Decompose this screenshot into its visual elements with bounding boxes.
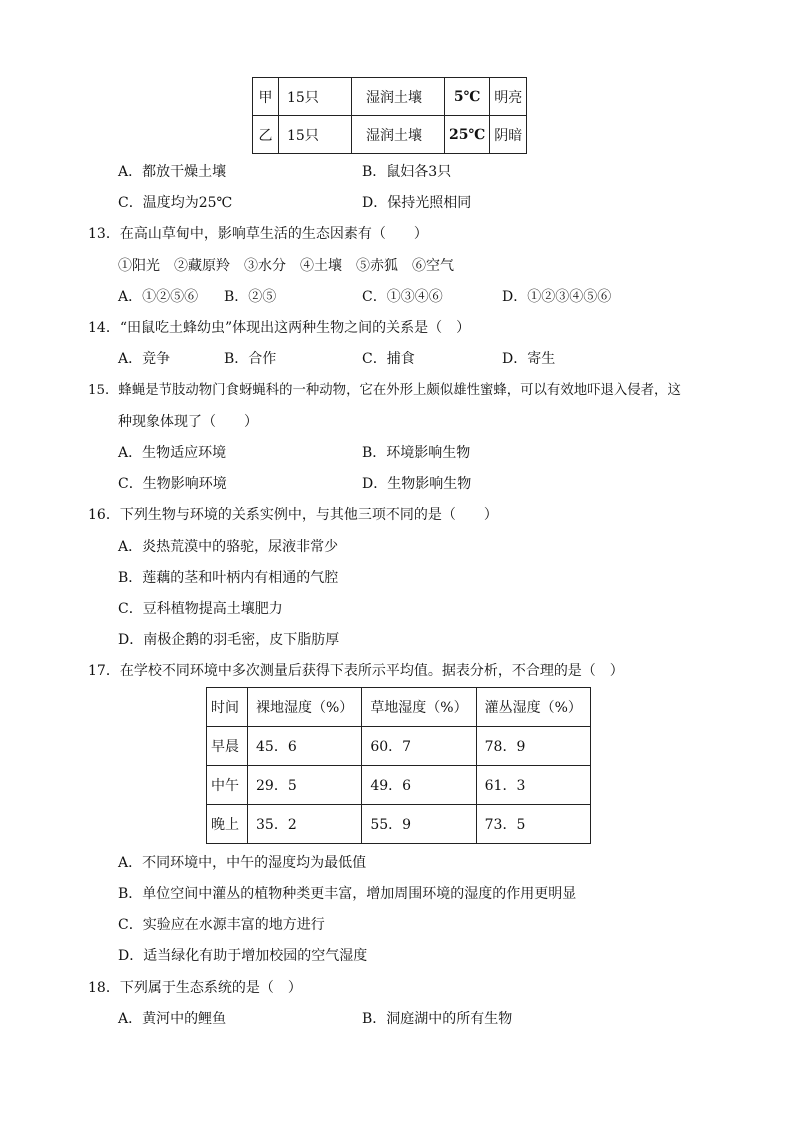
table-header-cell: 裸地湿度（%） [248,688,362,727]
q13-option-c: C．①③④⑥ [362,289,443,305]
q18-option-a: A．黄河中的鲤鱼 [118,1011,227,1027]
table-header-row [207,688,591,727]
table-row [253,116,527,154]
table-row [207,805,591,844]
q15-stem-line1: 15．蜂蝇是节肢动物门食蚜蝇科的一种动物，它在外形上颇似雄性蜜蜂，可以有效地吓退入侵者，这 [88,383,681,398]
q16-option-d: D．南极企鹅的羽毛密，皮下脂肪厚 [118,632,340,648]
table-cell: 湿润土壤 [352,116,445,154]
table-cell: 晚上 [207,805,248,844]
table-cell: 湿润土壤 [352,78,445,116]
q12-option-b: B．鼠妇各3只 [362,164,452,180]
q13-items: ①阳光 ②藏原羚 ③水分 ④土壤 ⑤赤狐 ⑥空气 [118,258,454,274]
q14-option-a: A．竞争 [118,351,171,367]
q17-option-a: A．不同环境中，中午的湿度均为最低值 [118,855,367,871]
q15-option-a: A．生物适应环境 [118,445,227,461]
q13-option-d: D．①②③④⑤⑥ [502,289,612,305]
table-cell: 29．5 [248,766,362,805]
table-cell: 乙 [253,116,279,154]
table-cell: 60．7 [362,727,476,766]
q14-option-b: B．合作 [224,351,277,367]
table-cell: 49．6 [362,766,476,805]
table-cell: 中午 [207,766,248,805]
table-cell: 5℃ [445,78,490,116]
q12-option-c: C．温度均为25℃ [118,195,233,211]
q16-stem: 16．下列生物与环境的关系实例中，与其他三项不同的是（ ） [88,507,498,523]
table-cell: 35．2 [248,805,362,844]
q13-option-a: A．①②⑤⑥ [118,289,199,305]
q17-option-c: C．实验应在水源丰富的地方进行 [118,917,325,933]
q18-option-b: B．洞庭湖中的所有生物 [362,1011,513,1027]
q12-option-d: D．保持光照相同 [362,195,472,211]
q17-option-d: D．适当绿化有助于增加校园的空气湿度 [118,948,368,964]
table-row [207,766,591,805]
q17-option-b: B．单位空间中灌丛的植物种类更丰富，增加周围环境的湿度的作用更明显 [118,886,577,902]
table-header-cell: 时间 [207,688,248,727]
q14-option-c: C．捕食 [362,351,415,367]
q12-option-a: A．都放干燥土壤 [118,164,227,180]
table-cell: 25℃ [445,116,490,154]
table-cell: 15只 [279,116,352,154]
table-cell: 78．9 [476,727,590,766]
table-cell: 明亮 [490,78,527,116]
table-cell: 61．3 [476,766,590,805]
q17-stem: 17．在学校不同环境中多次测量后获得下表所示平均值。据表分析，不合理的是（ ） [88,663,624,679]
table-cell: 55．9 [362,805,476,844]
table-cell: 阴暗 [490,116,527,154]
table-header-cell: 灌丛湿度（%） [476,688,590,727]
table-cell: 甲 [253,78,279,116]
table-cell: 15只 [279,78,352,116]
q15-option-d: D．生物影响生物 [362,476,472,492]
q16-option-a: A．炎热荒漠中的骆驼，尿液非常少 [118,539,339,555]
q16-option-c: C．豆科植物提高土壤肥力 [118,601,283,617]
table-cell: 45．6 [248,727,362,766]
q14-option-d: D．寄生 [502,351,556,367]
table-cell: 早晨 [207,727,248,766]
q14-stem: 14．“田鼠吃土蜂幼虫”体现出这两种生物之间的关系是（ ） [88,320,471,336]
q15-option-c: C．生物影响环境 [118,476,227,492]
table-cell: 73．5 [476,805,590,844]
table-row [253,78,527,116]
q15-option-b: B．环境影响生物 [362,445,471,461]
experiment-table [252,77,527,154]
table-row [207,727,591,766]
q16-option-b: B．莲藕的茎和叶柄内有相通的气腔 [118,570,339,586]
table-header-cell: 草地湿度（%） [362,688,476,727]
q13-stem: 13．在高山草甸中，影响草生活的生态因素有（ ） [88,226,428,242]
q15-stem-line2: 种现象体现了（ ） [118,414,258,430]
humidity-table [206,687,591,844]
q18-stem: 18．下列属于生态系统的是（ ） [88,980,302,996]
q13-option-b: B．②⑤ [224,289,277,305]
